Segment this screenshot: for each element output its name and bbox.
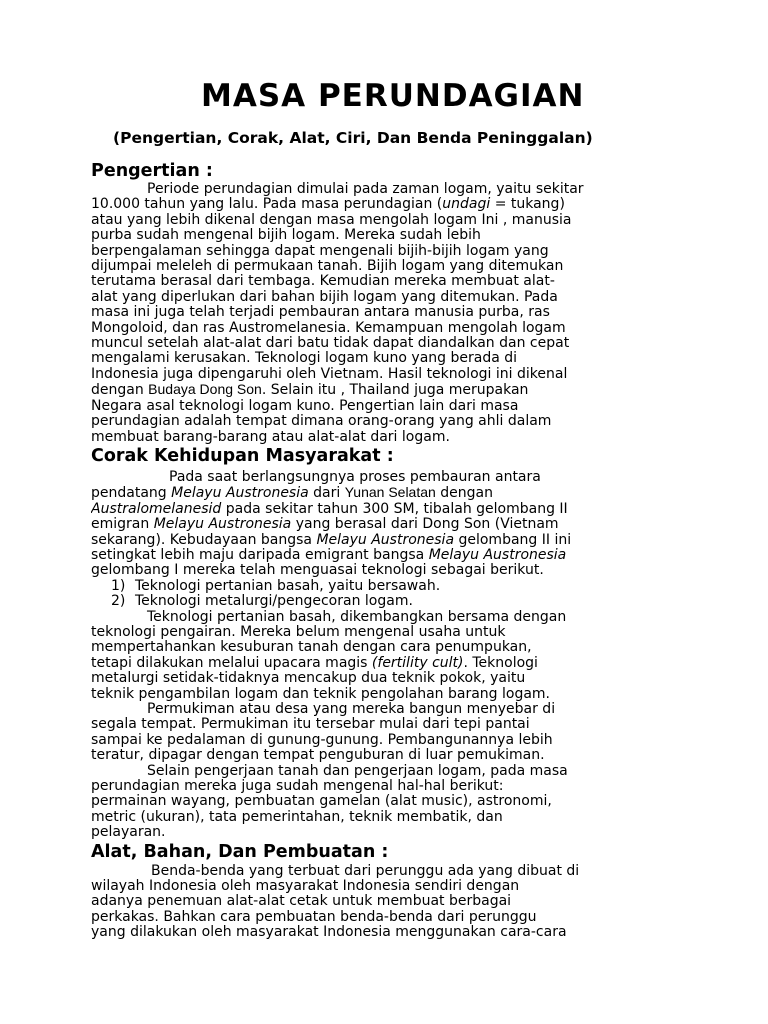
heading-corak: Corak Kehidupan Masyarakat : — [91, 445, 394, 466]
text-line: teknik pengambilan logam dan teknik pengolahan barang logam. — [91, 686, 550, 702]
text-line: perundagian adalah tempat dimana orang-orang yang ahli dalam — [91, 414, 552, 430]
text-line: purba sudah mengenal bijih logam. Mereka sudah lebih — [91, 228, 481, 244]
text-line: metalurgi setidak-tidaknya mencakup dua teknik pokok, yaitu — [91, 671, 526, 687]
text-line: yang dilakukan oleh masyarakat Indonesia menggunakan cara-cara — [91, 925, 567, 941]
paragraph-corak-1 — [91, 470, 676, 841]
text-line: dijumpai meleleh di permukaan tanah. Bijih logam yang ditemukan — [91, 259, 564, 275]
text-line: mempertahankan kesuburan tanah dengan cara penumpukan, — [91, 640, 532, 656]
paragraph-alat — [91, 864, 676, 941]
text-line: metric (ukuran), tata pemerintahan, teknik membatik, dan — [91, 809, 503, 825]
text-line: masa ini juga telah terjadi pembauran antara manusia purba, ras — [91, 305, 550, 321]
text-line: sekarang). Kebudayaan bangsa Melayu Austronesia gelombang II ini — [91, 532, 572, 548]
text-line: alat yang diperlukan dari bahan bijih logam yang ditemukan. Pada — [91, 289, 558, 305]
list-item: 2) Teknologi metalurgi/pengecoran logam. — [111, 593, 413, 610]
text-line: Indonesia juga dipengaruhi oleh Vietnam. Hasil teknologi ini dikenal — [91, 366, 568, 382]
text-line: Mongoloid, dan ras Austromelanesia. Kemampuan mengolah logam — [91, 320, 566, 336]
text-line: gelombang I mereka telah menguasai teknologi sebagai berikut. — [91, 563, 544, 579]
text-line: perkakas. Bahkan cara pembuatan benda-benda dari perunggu — [91, 909, 537, 925]
document-subtitle: (Pengertian, Corak, Alat, Ciri, Dan Benda Peninggalan) — [113, 129, 593, 147]
text-line: 10.000 tahun yang lalu. Pada masa perundagian (undagi = tukang) — [91, 197, 565, 213]
text-line: dengan Budaya Dong Son. Selain itu , Thailand juga merupakan — [91, 382, 529, 399]
text-line: atau yang lebih dikenal dengan masa mengolah logam Ini , manusia — [91, 212, 572, 228]
text-line: Australomelanesid pada sekitar tahun 300 SM, tibalah gelombang II — [91, 501, 568, 517]
term-undagi: undagi — [442, 197, 491, 213]
text-line: tetapi dilakukan melalui upacara magis (fertility cult). Teknologi — [91, 655, 538, 671]
text-line: muncul setelah alat-alat dari batu tidak dapat diandalkan dan cepat — [91, 336, 570, 352]
document-title: MASA PERUNDAGIAN — [201, 78, 585, 114]
text-line: segala tempat. Permukiman itu tersebar mulai dari tepi pantai — [91, 717, 530, 733]
text-line: Benda-benda yang terbuat dari perunggu ada yang dibuat di — [151, 863, 580, 879]
paragraph-pengertian — [91, 182, 676, 445]
text-line: wilayah Indonesia oleh masyarakat Indonesia sendiri dengan — [91, 879, 520, 895]
text-line: Teknologi pertanian basah, dikembangkan bersama dengan — [147, 609, 567, 625]
text-line: Periode perundagian dimulai pada zaman logam, yaitu sekitar — [147, 182, 584, 197]
text-line: pelayaran. — [91, 825, 166, 841]
text-line: Pada saat berlangsungnya proses pembauran antara — [169, 469, 541, 485]
text-line: emigran Melayu Austronesia yang berasal dari Dong Son (Vietnam — [91, 517, 559, 533]
text-line: setingkat lebih maju daripada emigrant bangsa Melayu Austronesia — [91, 547, 567, 563]
text-line: Selain pengerjaan tanah dan pengerjaan logam, pada masa — [147, 763, 568, 779]
text-line: berpengalaman sehingga dapat mengenali bijih-bijih logam yang — [91, 243, 549, 259]
text-line: Negara asal teknologi logam kuno. Pengertian lain dari masa — [91, 398, 519, 414]
text-line: sampai ke pedalaman di gunung-gunung. Pembangunannya lebih — [91, 732, 553, 748]
text-line: membuat barang-barang atau alat-alat dari logam. — [91, 429, 450, 445]
text-line: mengalami kerusakan. Teknologi logam kuno yang berada di — [91, 351, 518, 367]
text-line: pendatang Melayu Austronesia dari Yunan Selatan dengan — [91, 485, 493, 502]
text-line: perundagian mereka juga sudah mengenal hal-hal berikut: — [91, 779, 504, 795]
text-line: Permukiman atau desa yang mereka bangun menyebar di — [147, 702, 556, 717]
list-item: 1) Teknologi pertanian basah, yaitu bersawah. — [111, 577, 441, 594]
text-line: permainan wayang, pembuatan gamelan (alat music), astronomi, — [91, 794, 552, 810]
text-line: teratur, dipagar dengan tempat penguburan di luar pemukiman. — [91, 748, 545, 764]
term-budaya-dong-son: Budaya Dong Son — [148, 382, 262, 398]
text-line: teknologi pengairan. Mereka belum mengenal usaha untuk — [91, 624, 506, 640]
heading-alat: Alat, Bahan, Dan Pembuatan : — [91, 841, 389, 862]
text-line: terutama berasal dari tembaga. Kemudian mereka membuat alat- — [91, 274, 555, 290]
text-line: adanya penemuan alat-alat cetak untuk membuat berbagai — [91, 894, 512, 910]
heading-pengertian: Pengertian : — [91, 161, 213, 181]
